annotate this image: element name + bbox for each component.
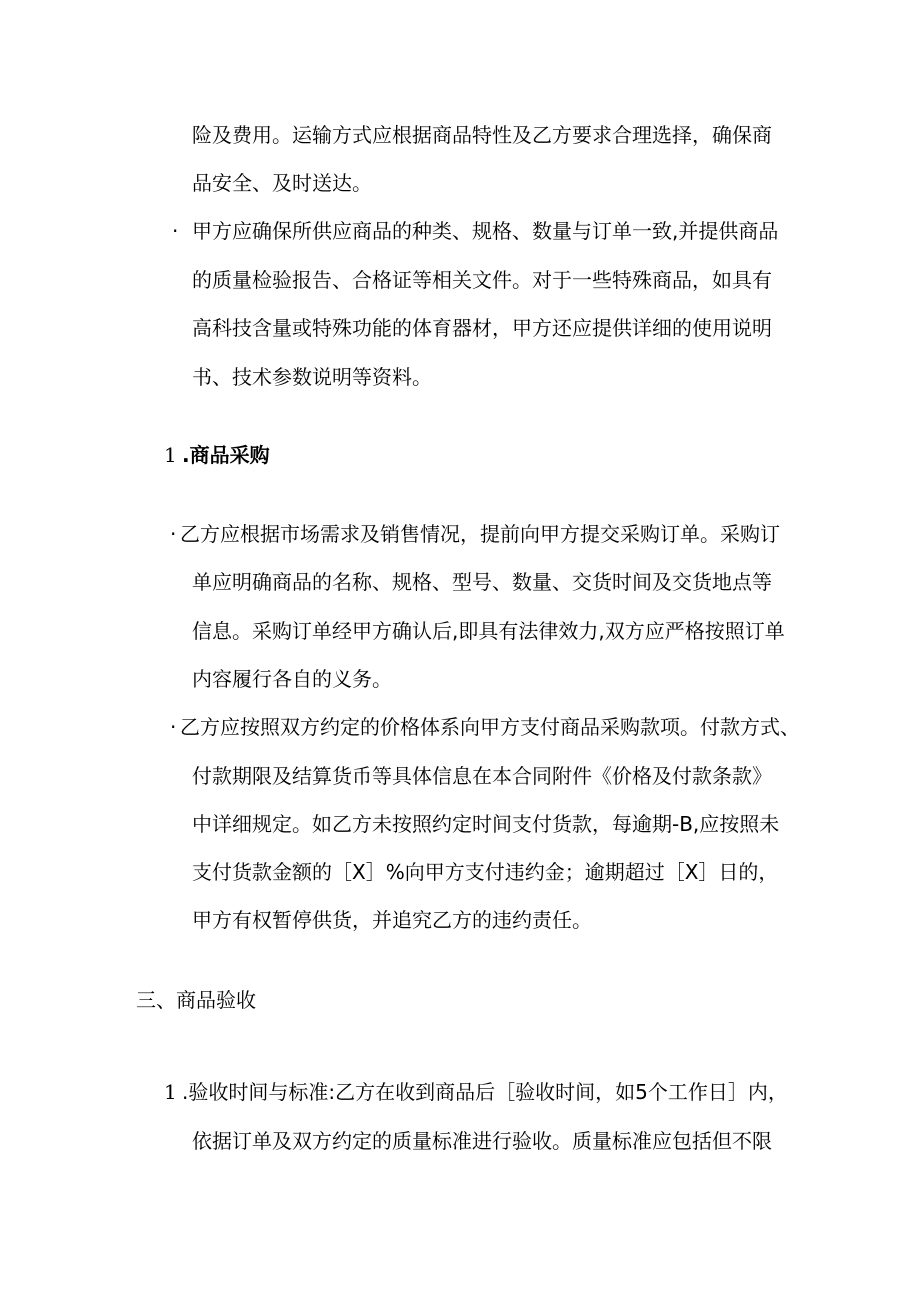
paragraph-line: 甲方有权暂停供货，并追究乙方的违约责任。 bbox=[192, 908, 592, 932]
paragraph-line: 乙方应根据市场需求及销售情况，提前向甲方提交采购订单。采购订 bbox=[180, 522, 780, 546]
item-number: 1 bbox=[164, 1080, 177, 1104]
paragraph-line: 乙方应按照双方约定的价格体系向甲方支付商品采购款项。付款方式、 bbox=[180, 715, 800, 739]
paragraph-line: 中详细规定。如乙方未按照约定时间支付货款，每逾期-B,应按照未 bbox=[192, 812, 780, 836]
paragraph-line: 依据订单及双方约定的质量标准进行验收。质量标准应包括但不限 bbox=[192, 1129, 772, 1153]
paragraph-line: 单应明确商品的名称、规格、型号、数量、交货时间及交货地点等 bbox=[192, 570, 772, 594]
paragraph-line: 书、技术参数说明等资料。 bbox=[192, 365, 432, 389]
section-heading: .商品采购 bbox=[182, 443, 270, 467]
paragraph-line: .验收时间与标准:乙方在收到商品后［验收时间，如5个工作日］内， bbox=[182, 1080, 788, 1104]
paragraph-line: 险及费用。运输方式应根据商品特性及乙方要求合理选择，确保商 bbox=[192, 123, 772, 147]
bullet-marker: · bbox=[172, 219, 179, 243]
section-title: 三、商品验收 bbox=[136, 988, 256, 1012]
paragraph-line: 付款期限及结算货币等具体信息在本合同附件《价格及付款条款》 bbox=[192, 764, 772, 788]
paragraph-line: 信息。采购订单经甲方确认后,即具有法律效力,双方应严格按照订单 bbox=[192, 619, 785, 643]
paragraph-line: 支付货款金额的［X］%向甲方支付违约金；逾期超过［X］日的， bbox=[192, 860, 779, 884]
paragraph-line: 高科技含量或特殊功能的体育器材，甲方还应提供详细的使用说明 bbox=[192, 316, 772, 340]
heading-number: 1 bbox=[164, 443, 177, 467]
paragraph-line: 内容履行各自的义务。 bbox=[192, 667, 392, 691]
paragraph-line: 品安全、及时送达。 bbox=[192, 171, 372, 195]
bullet-marker: · bbox=[170, 715, 177, 739]
paragraph-line: 甲方应确保所供应商品的种类、规格、数量与订单一致,并提供商品 bbox=[192, 219, 779, 243]
bullet-marker: · bbox=[170, 522, 177, 546]
paragraph-line: 的质量检验报告、合格证等相关文件。对于一些特殊商品，如具有 bbox=[192, 268, 772, 292]
